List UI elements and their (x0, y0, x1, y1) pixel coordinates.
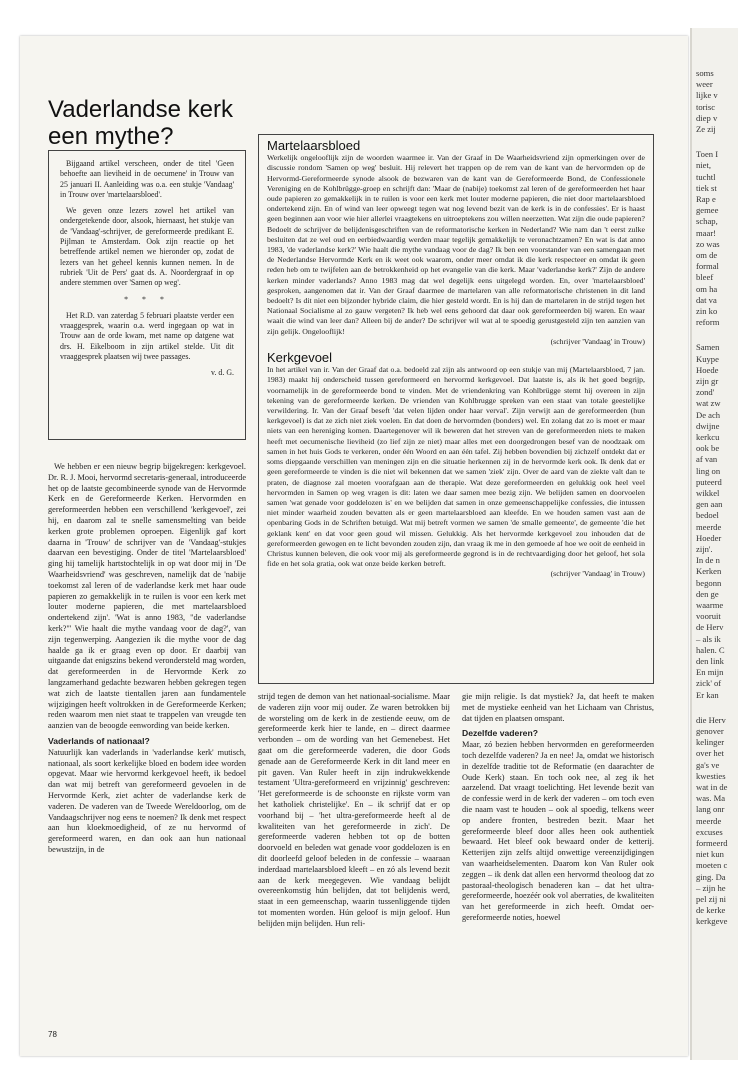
adjacent-page-fragment: die Herv (696, 714, 726, 725)
adjacent-page-fragment: kerkgeve (696, 916, 728, 927)
adjacent-page-fragment: formal (696, 261, 719, 272)
article-headline: Vaderlandse kerk een mythe? (48, 96, 233, 150)
adjacent-page-fragment: over het (696, 748, 724, 759)
section-attribution: (schrijver 'Vandaag' in Trouw) (550, 336, 645, 346)
adjacent-page-fragment: dat va (696, 294, 717, 305)
article-column-2 (258, 692, 450, 930)
adjacent-page-fragment: ook be (696, 443, 720, 454)
adjacent-page-fragment: zick' of (696, 678, 722, 689)
adjacent-page-fragment: halen. C (696, 644, 725, 655)
intro-note: Het R.D. van zaterdag 5 februari plaatste verder een vraaggesprek, waarin o.a. werd ingegaan op wat in Trouw aan de orde kwam, met name op datgene wat drs. H. Eikelboom in zijn artikel stelde. Uit dit vraaggesprek plaatsen wij twee passages. (60, 310, 234, 362)
subheading-vaderlands: Vaderlands of nationaal? (48, 735, 150, 746)
subheading-dezelfde-vaderen: Dezelfde vaderen? (462, 728, 538, 739)
body-paragraph: strijd tegen de demon van het nationaal-socialisme. Maar de vaderen zijn voor mij ouder. Ze waren betrokken bij de worsteling om de kerk in de zestiende eeuw, om de gereformeerde kerk hier te lande, en – direct daarmee verbonden – om de wording van het Gemenebest. Het gaat om die gereformeerde vaderen, die door Gods genade aan de Gereformeerde Kerk in dit land meer en pit gaven. Van Ruler heeft in zijn indrukwekkende testament 'Ultra-gereformeerd en vrijzinnig' geschreven: 'Het gereformeerde is de schoonste en rijkste vorm van het katholiek christelijke'. En – ik schrijf dat er op voorhand bij – 'het ultra-gereformeerde heeft al de kwaliteiten van het gereformeerde in zich'. De gereformeerde vaderen hebben tot op de botten doorvoeld en beleden wat genade voor goddelozen is en dit doorleefd geloof beleden in de confessie – waaraan inderdaad martelaarsbloed kleeft – en zó als levend bezit aan de kerk meegegeven. Wie vandaag belijdt overeenkomstig hún belijden, dat tot belijdenis werd, staat in een gemeenschap, waarin tussenliggende tijden tot momenten worden. Hún geloof is mijn geloof. Hun belijden mijn belijden. Hun reli- (258, 692, 450, 928)
adjacent-page-fragment: Ze zij (696, 124, 716, 134)
adjacent-page-fragment: gen aan (696, 499, 723, 510)
adjacent-page-fragment: tiek st (696, 182, 717, 193)
adjacent-page-fragment: In de n (696, 555, 720, 566)
adjacent-page-fragment: diep v (696, 112, 718, 123)
adjacent-page-fragment: den ge (696, 588, 719, 599)
adjacent-page-fragment: ling on (696, 465, 721, 476)
adjacent-page-fragment: dwijne (696, 420, 720, 431)
adjacent-page-fragment: Toen I (696, 149, 719, 160)
adjacent-page-fragment: puteerd (696, 476, 722, 487)
adjacent-page-fragment: niet, (696, 160, 712, 171)
section-attribution: (schrijver 'Vandaag' in Trouw) (550, 569, 645, 579)
adjacent-page-fragment: maar! (696, 227, 717, 238)
adjacent-page-fragment: af van (696, 454, 718, 465)
adjacent-page-fragment: moeten c (696, 860, 728, 871)
adjacent-page-fragment: excuses (696, 826, 723, 837)
adjacent-page-fragment: niet kun (696, 849, 724, 860)
body-paragraph: gie mijn religie. Is dat mystiek? Ja, dat heeft te maken met de mystieke eenheid van het Lichaam van Christus, dat tijden en plaatsen omspant. (462, 692, 654, 723)
section-heading-martelaarsbloed: Martelaarsbloed (267, 138, 361, 153)
adjacent-page-fragment: zijn gr (696, 376, 719, 386)
adjacent-page-fragment: En mijn (696, 667, 724, 678)
adjacent-page-fragment: Rap e (696, 194, 716, 204)
quoted-articles-box (258, 134, 654, 684)
section-body-martelaarsbloed: Werkelijk ongelooflijk zijn de woorden waarmee ir. Van der Graaf in De Waarheidsvriend zijn opmerkingen over de discussie rondom 'Samen op weg' besluit. Hij relevert het trappen op de rem van de kant van de hervormden op de Hervormd-Gereformeerde synode alsook de bezwaren van de kant van de Gereformeerde Bond, de Confessionele Vereniging en de Kohlbrügge-groep en schrijft dan: 'Maar de (nabije) toekomst zal leren of de gereformeerden het haar oude papieren zo gemakkelijk in te ruilen is voor een kerk met louter moderne papieren, die niet door martelaarsbloed ondertekend zijn. En of wind van leer opweegt tegen wat nog levend bezit van de kerk is in de confessies'. Er is haast geen beginnen aan voor wie hier allerlei vraagtekens en uitroeptekens zou willen neerzetten. Wat zijn die oude papieren? Bedoelt de schrijver de belijdenisgeschriften van de reformatorische kerken in Nederland? Wie nam dan 't eerst zulke besluiten dat ze wel oud en eerbiedwaardig werden maar tegelijk gemakkelijk te veronachtzamen? En wat is dat anno 1983, 'de vaderlandse kerk?' Wie haalt die mythe vandaag voor de dag? Ik ben een voorstander van een samengaan met de Nederlandse Hervormde Kerk en ik weet ook waarom, onder meer omdat ik die kerk respecteer en omdat ik geen reden heb om te twijfelen aan de betrokkenheid op het evangelie van die kerk. Maar 'vaderlandse kerk?' Zijn de andere kerken minder vaderlands? Anno 1983 mag dat wel degelijk eens uitgelegd worden. En, over 'martelaarsbloed' gesproken, aangenomen dat ir. Van der Graaf daarmee de martelaren van alle reformatorische christenen in dit land bedoelt? Is dit niet een bijzonder hybride claim, die hier gesteld wordt. En is hij dan de martelaren in de strijd tegen het Nationaal Socialisme al zo gauw vergeten? Ik heb wel eens gehoord dat daar ook gereformeerden bij waren. En waar waait die wind van leer dan? Alleen bij de ander? De schrijver wil wat al te spoedig gerustgesteld zijn ten aanzien van zijn gelijk. Ongelooflijk! (267, 153, 645, 336)
adjacent-page-fragment: bleef (696, 272, 714, 283)
intro-paragraph: Bijgaand artikel verscheen, onder de titel 'Geen behoefte aan lieviheid in de oecumene' in Trouw van 25 januari II. Aanleiding was o.a. een stukje 'Vandaag' in Trouw over 'martelaarsbloed'. (60, 159, 234, 199)
adjacent-page-fragment: Er kan (696, 689, 719, 700)
adjacent-page-fragment: formeerd (696, 838, 728, 848)
adjacent-page-fragment: zijn'. (696, 544, 713, 554)
adjacent-page-fragment: De ach (696, 409, 721, 420)
adjacent-page-fragment: torisc (696, 101, 716, 112)
body-paragraph: Natuurlijk kan vaderlands in 'vaderlandse kerk' mutisch, nationaal, als soort kerkelijke bloed en bodem idee worden opgevat. Maar wie hervormd kerkgevoel heeft, ik bedoel dan wat mij betreft van gereformeerd gevoelen in de Hervormde Kerk, ziet achter de vaderlandse kerk de vaderen. De vaderen van de Tweede Wereldoorlog, om de Vandaagschrijver nog eens te noemen? Ik denk met respect aan hun kloekmoedigheid, of ze nu hervormd of gereformeerd waren, en dan ook aan hun nationaal bewustzijn, in de (48, 747, 246, 854)
adjacent-page-fragment: was. Ma (696, 793, 726, 804)
adjacent-page-fragment: wat in de (696, 782, 728, 792)
adjacent-page-fragment: de kerke (696, 905, 726, 916)
article-column-3 (462, 692, 654, 924)
section-body-kerkgevoel: In het artikel van ir. Van der Graaf dat o.a. bedoeld zal zijn als antwoord op een stukje van mij (Martelaarsbloed, 7 jan. 1983) maakt hij onderscheid tussen gereformeerd en hervormd kerkgevoel. Dat laatste is, als ik het goed begrijp, voornamelijk in de gereformeerde bond te vinden. Met de vriendenkring van Kohlbrügge stemt hij overeen in zijn tekening van de gereformeerde kerken. De vrienden van Kohlbrugge spreken van een staat van totale geestelijke verwildering. Ir. Van der Graaf beseft 'dat velen lijden onder haar verval'. Zijn verwijt aan de gereformeerden (hun kerkgevoel) is dat ze zich niet ziek voelen. En dat doen de hervormden (bonders) wel. En zolang dat zo is moet er maar niets van een hereniging komen. Daartegenover wil ik beweren dat het streven van de gereformeerden niets te maken heeft met oecumenische lieviheid (zo lief zijn ze niet) maar alles met een doorgedrongen besef van de noodzaak om samen in het huis Gods te verkeren, onder één Woord en aan één tafel. Zij hebben bovendien bij zichzelf ontdekt dat er soms diepgaande verschillen van meningen zijn en die situatie herkennen zij in de hervormde kerk ook. Ik denk dat er geen gereformeerde te vinden is die niet wil bekennen dat we samen 'ziek' zijn. Over de aard van de ziekte valt dan te praten, de diagnose zal moeten voorafgaan aan de therapie. Wat deze gereformeerden en gelukkig ook heel veel hervormden in Samen op weg vragen is dit: laten we daar samen mee bezig zijn. We belijden samen en doorvoelen samen 'wat genade voor goddelozen is' en we belijden dat samen in onze gemeenschappelijke confessies, die intussen niet minder waarheid zouden bevatten als er geen martelaarsbloed aan kleefde. En we houden samen vast aan de openbaring Gods in de Schriften betuigd. Wat mij betreft vormen we samen 'de smalle gemeente', de gemeente 'die het geklank kent' en dat voor geen goud wil missen. Gelukkig. Als het hervormde kerkgevoel zou inhouden dat de gereformeerden gewogen en te licht bevonden zouden zijn, dan vraag ik me in den gemoede af hoe we ooit de eenheid in Christus kunnen beleven, die ook voor mij als gereformeerde gegrond is in de rechtvaardiging door het geloof, het sola fide en het sola gratia, ook wat onze beide kerken betreft. (267, 365, 645, 569)
adjacent-page-fragment: weer (696, 79, 713, 90)
adjacent-page-fragment: ga's ve (696, 759, 720, 770)
adjacent-page-fragment: reform (696, 317, 720, 328)
body-paragraph: We hebben er een nieuw begrip bijgekregen: kerkgevoel. Dr. R. J. Mooi, hervormd secretaris-generaal, introduceerde het op de laatste gecombineerde synode van de Hervormde Kerk en de Gereformeerde Kerken. Hervormden en gereformeerden hebben een verschillend 'kerkgevoel', zei hij, en daarom zal te snelle samensmelting van beide kerken grote problemen oproepen. Eigenlijk gaf kort daarna in 'Trouw' de schrijver van de 'Vandaag'-stukjes daarvan een bevestiging. Onder de titel 'Martelaarsbloed' ging hij tamelijk hartstochtelijk in op wat door mij in 'De Waarheidsvriend' was geschreven, namelijk dat de 'nabije toekomst zal leren of de vaderlandse kerk met haar oude papieren zo gemakkelijk in te ruilen is voor een kerk met louter moderne papieren, die met martelaarsbloed ondertekend zijn'. 'Wat is anno 1983, "de vaderlandse kerk?"' Wie haalt die mythe vandaag voor de dag?', van zijn tegenwerping. Aangezien ik die mythe voor de dag haalde ga ik er graag even op door. Er daarbij van uitgaande dat enigszins bekend verondersteld mag worden, dat gereformeerden in de Hervormde Kerk zo langzamerhand gedachte bezwaren hebben gekregen tegen wat zich de laatste tientallen jaren aan fundamentele wijzigingen heeft voltrokken in de Gereformeerde Kerken; reden waarom men niet staat te trappelen van vreugde ten aanzien van de beoogde eenwording van beide kerken. (48, 462, 246, 731)
adjacent-page-fragment: den link (696, 656, 724, 666)
adjacent-page-fragment: tuchtl (696, 171, 716, 182)
adjacent-page-fragment: meerde (696, 815, 722, 826)
adjacent-page-fragment: Kerken (696, 566, 722, 577)
article-column-1 (48, 462, 246, 856)
adjacent-page-fragment: Hoede (696, 364, 719, 375)
page-number: 78 (48, 1030, 57, 1039)
separator-stars: * * * (124, 294, 170, 304)
adjacent-page-fragment: bedoel (696, 510, 719, 521)
adjacent-page-fragment: – als ik (696, 633, 721, 644)
adjacent-page-fragment: lijke v (696, 90, 718, 101)
adjacent-page-fragment: Samen (696, 342, 720, 353)
adjacent-page-fragment: vooruit (696, 611, 721, 622)
adjacent-page-fragment: schap, (696, 216, 718, 227)
adjacent-page-fragment: gemee (696, 205, 719, 216)
adjacent-page-fragment: Kuype (696, 353, 719, 364)
adjacent-page-fragment: soms (696, 68, 714, 78)
adjacent-page-fragment: zin ko (696, 306, 718, 316)
intro-paragraph: We geven onze lezers zowel het artikel van ondergetekende door, alsook, hiernaast, het stukje van de 'Vandaag'-schrijver, de gereformeerde predikant E. Pijlman te Amsterdam. Ook zijn reactie op het betreffende artikel nemen we hieronder op, zodat de lezers van het geheel kennis kunnen nemen. In de rubriek 'Uit de Pers' gaat ds. A. Noordergraaf in op andere stemmen over 'Samen op weg'. (60, 206, 234, 288)
adjacent-page-fragment: de Herv (696, 622, 724, 633)
adjacent-page-fragment: – zijn he (696, 882, 726, 893)
adjacent-page-fragment: waarme (696, 600, 724, 610)
adjacent-page-fragment: wat zw (696, 398, 721, 409)
adjacent-page-fragment: begonn (696, 577, 722, 588)
adjacent-page-fragment: lang onr (696, 804, 725, 815)
adjacent-page-fragment: kerkcu (696, 432, 720, 442)
adjacent-page-fragment: kwesties (696, 770, 726, 781)
adjacent-page-fragment: wikkel (696, 488, 720, 498)
section-heading-kerkgevoel: Kerkgevoel (267, 350, 333, 366)
intro-signature: v. d. G. (211, 368, 234, 378)
adjacent-page-fragment: Hoeder (696, 532, 722, 543)
adjacent-page-fragment: om ha (696, 283, 718, 294)
body-paragraph: Maar, zó bezien hebben hervormden en gereformeerden toch dezelfde vaderen? Ja en nee! Ja, omdat we historisch in dezelfde traditie tot de Reformatie (en daarachter de Oude Kerk) staan. En toch ook nee, al zeg ik het aarzelend. Dat vraagt toelichting. Het levende bezit van de confessie werd in de kerk der vaderen – om toch even die naam vast te houden – ook al spoedig, telkens weer op andere fronten, bestreden bezit. Maar het gereformeerde bleef door alles heen ook authentiek bewaard. Het bleef ook bewaard onder de ketterij. Ketterijen zijn zelfs altijd onwettige vereenzijdigingen van waarheidselementen. Daarom kon Van Ruler ook zeggen – ik denk dat allen een hervormd theoloog dat zo pastoraal-theologisch benaderen kan – dat het ultra-gereformeerde, hoezéér ook vol aberraties, de kwaliteiten van het gereformeerde in zich heeft. Omdat oer-gereformeerde noties, hoewel (462, 740, 654, 922)
adjacent-page-fragment: ging. Da (696, 871, 726, 882)
adjacent-page-fragment: genover (696, 726, 724, 736)
adjacent-page-edge (690, 28, 738, 1060)
adjacent-page-fragment: zond' (696, 387, 715, 398)
intro-box (48, 150, 246, 440)
adjacent-page-fragment: kelinger (696, 737, 725, 748)
adjacent-page-fragment: om de (696, 250, 718, 260)
adjacent-page-fragment: pel zij ni (696, 894, 727, 904)
adjacent-page-fragment: meerde (696, 521, 722, 532)
adjacent-page-fragment: zo was (696, 238, 720, 249)
